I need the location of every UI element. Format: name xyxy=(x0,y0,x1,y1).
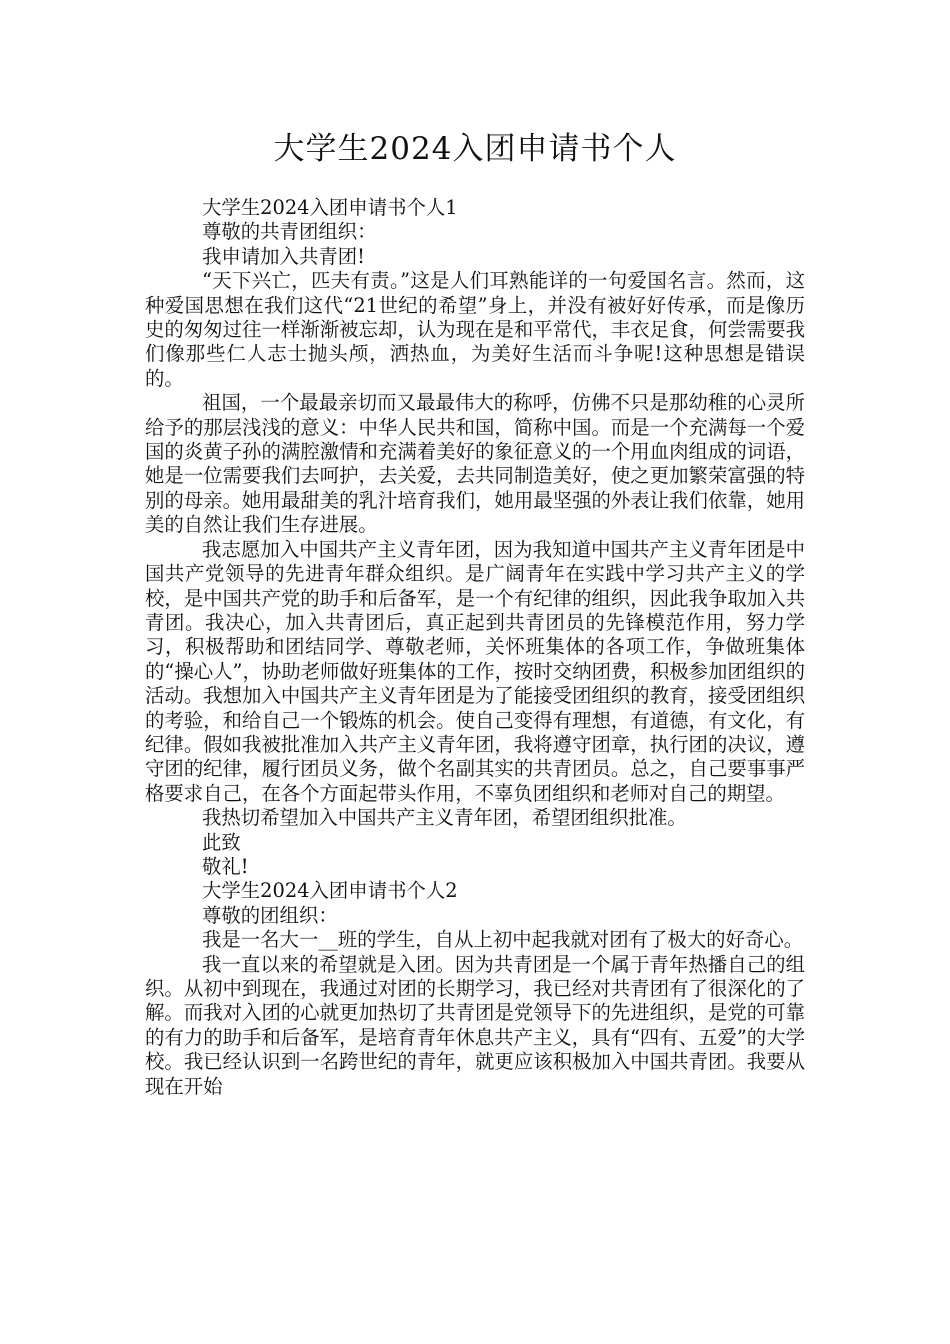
body-paragraph: 尊敬的团组织： xyxy=(202,903,338,927)
body-paragraph: 大学生2024入团申请书个人2 xyxy=(202,879,458,903)
body-paragraph: 尊敬的共青团组织： xyxy=(202,220,377,244)
body-paragraph: 我热切希望加入中国共产主义青年团，希望团组织批准。 xyxy=(202,806,687,830)
body-paragraph: 我志愿加入中国共产主义青年团，因为我知道中国共产主义青年团是中国共产党领导的先进青年群众组织。是广阔青年在实践中学习共产主义的学校，是中国共产党的助手和后备军，是一个有纪律的组织，因此我争取加入共青团。我决心，加入共青团后，真正起到共青团员的先锋模范作用，努力学习，积极帮助和团结同学、尊敬老师，关怀班集体的各项工作，争做班集体的“操心人”，协助老师做好班集体的工作，按时交纳团费，积极参加团组织的活动。我想加入中国共产主义青年团是为了能接受团组织的教育，接受团组织的考验，和给自己一个锻炼的机会。使自己变得有理想，有道德，有文化，有纪律。假如我被批准加入共产主义青年团，我将遵守团章，执行团的决议，遵守团的纪律，履行团员义务，做个名副其实的共青团员。总之，自己要事事严格要求自己，在各个方面起带头作用，不辜负团组织和老师对自己的期望。 xyxy=(145,537,805,805)
body-paragraph: 敬礼! xyxy=(202,854,249,878)
document-body xyxy=(145,196,805,1099)
body-paragraph: 祖国，一个最最亲切而又最最伟大的称呼，仿佛不只是那幼稚的心灵所给予的那层浅浅的意义：中华人民共和国，简称中国。而是一个充满每一个爱国的炎黄子孙的满腔激情和充满着美好的象征意义的一个用血肉组成的词语，她是一位需要我们去呵护，去关爱，去共同制造美好，使之更加繁荣富强的特别的母亲。她用最甜美的乳汁培育我们，她用最坚强的外表让我们依靠，她用美的自然让我们生存进展。 xyxy=(145,391,805,537)
body-paragraph: 大学生2024入团申请书个人1 xyxy=(202,196,458,219)
body-paragraph: 我是一名大一__班的学生，自从上初中起我就对团有了极大的好奇心。 xyxy=(202,928,804,952)
body-paragraph: 此致 xyxy=(202,830,241,854)
body-paragraph: 我申请加入共青团! xyxy=(202,244,365,268)
body-paragraph: “天下兴亡，匹夫有责。”这是人们耳熟能详的一句爱国名言。然而，这种爱国思想在我们这代“21世纪的希望”身上，并没有被好好传承，而是像历史的匆匆过往一样渐渐被忘却，认为现在是和平常代，丰衣足食，何尝需要我们像那些仁人志士抛头颅，洒热血，为美好生活而斗争呢!这种思想是错误的。 xyxy=(145,269,805,390)
document-title: 大学生2024入团申请书个人 xyxy=(273,131,677,167)
body-paragraph: 我一直以来的希望就是入团。因为共青团是一个属于青年热播自己的组织。从初中到现在，我通过对团的长期学习，我已经对共青团有了很深化的了解。而我对入团的心就更加热切了共青团是党领导下的先进组织，是党的可靠的有力的助手和后备军，是培育青年休息共产主义，具有“四有、五爱”的大学校。我已经认识到一名跨世纪的青年，就更应该积极加入中国共青团。我要从现在开始 xyxy=(145,952,805,1098)
